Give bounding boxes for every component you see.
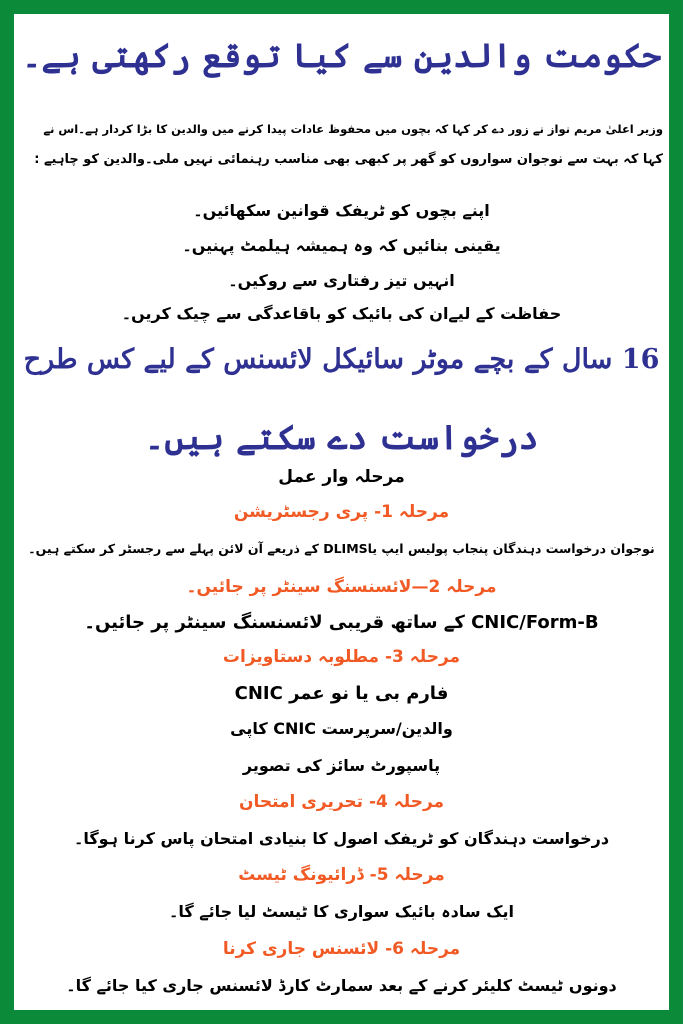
poster-page: [14, 14, 669, 1010]
step-1-heading: مرحلہ 1- پری رجسٹریشن: [233, 502, 450, 522]
step-2-heading: مرحلہ 2—لائسنسنگ سینٹر پر جائیں۔: [186, 577, 497, 597]
step-6-heading: مرحلہ 6- لائسنس جاری کرنا: [222, 939, 461, 959]
step-3-document: والدین/سرپرست CNIC کاپی: [230, 719, 453, 738]
step-4-heading: مرحلہ 4- تحریری امتحان: [238, 792, 445, 812]
section-title-line-2: درخواست دے سکتے ہیں۔: [144, 418, 539, 458]
bullet-item: حفاظت کے لیےان کی بائیک کو باقاعدگی سے چیک کریں۔: [121, 304, 562, 323]
step-3-document: پاسپورٹ سائز کی تصویر: [242, 756, 441, 775]
steps-heading: مرحلہ وار عمل: [278, 467, 405, 487]
intro-line-2: کہا کہ بہت سے نوجوان سواروں کو گھر پر کبھی بھی مناسب رہنمائی نہیں ملی۔والدین کو چاہیے :: [34, 152, 663, 167]
step-5-heading: مرحلہ 5- ڈرائیونگ ٹیسٹ: [238, 865, 445, 885]
step-2-text: CNIC/Form-B کے ساتھ قریبی لائسنسنگ سینٹر پر جائیں۔: [84, 612, 599, 633]
intro-line-1: وزیر اعلیٰ مریم نواز نے زور دے کر کہا کہ بچوں میں محفوظ عادات پیدا کرنے میں والدین کا بڑا کردار ہے۔اس نے: [43, 122, 663, 136]
step-6-text: دونوں ٹیسٹ کلیئر کرنے کے بعد سمارٹ کارڈ لائسنس جاری کیا جائے گا۔: [66, 976, 617, 995]
step-1-text: نوجوان درخواست دہندگان پنجاب پولیس ایپ یاDLIMS کے ذریعے آن لائن پہلے سے رجسٹر کر سکتے ہیں۔: [28, 541, 655, 556]
step-5-text: ایک سادہ بائیک سواری کا ٹیسٹ لیا جائے گا۔: [168, 902, 515, 921]
poster-frame: [14, 14, 669, 1010]
step-3-document: فارم بی یا نو عمر CNIC: [234, 683, 449, 704]
step-4-text: درخواست دہندگان کو ٹریفک اصول کا بنیادی امتحان پاس کرنا ہوگا۔: [73, 829, 610, 848]
section-title-line-1: 16 سال کے بچے موٹر سائیکل لائسنس کے لیے کس طرح: [23, 344, 660, 375]
step-3-heading: مرحلہ 3- مطلوبہ دستاویزات: [222, 647, 461, 667]
bullet-item: یقینی بنائیں کہ وہ ہمیشہ ہیلمٹ پہنیں۔: [182, 236, 501, 255]
bullet-item: اپنے بچوں کو ٹریفک قوانین سکھائیں۔: [193, 201, 490, 220]
bullet-item: انہیں تیز رفتاری سے روکیں۔: [228, 271, 455, 290]
main-title: حکومت والدین سے کیا توقع رکھتی ہے۔: [21, 36, 662, 75]
